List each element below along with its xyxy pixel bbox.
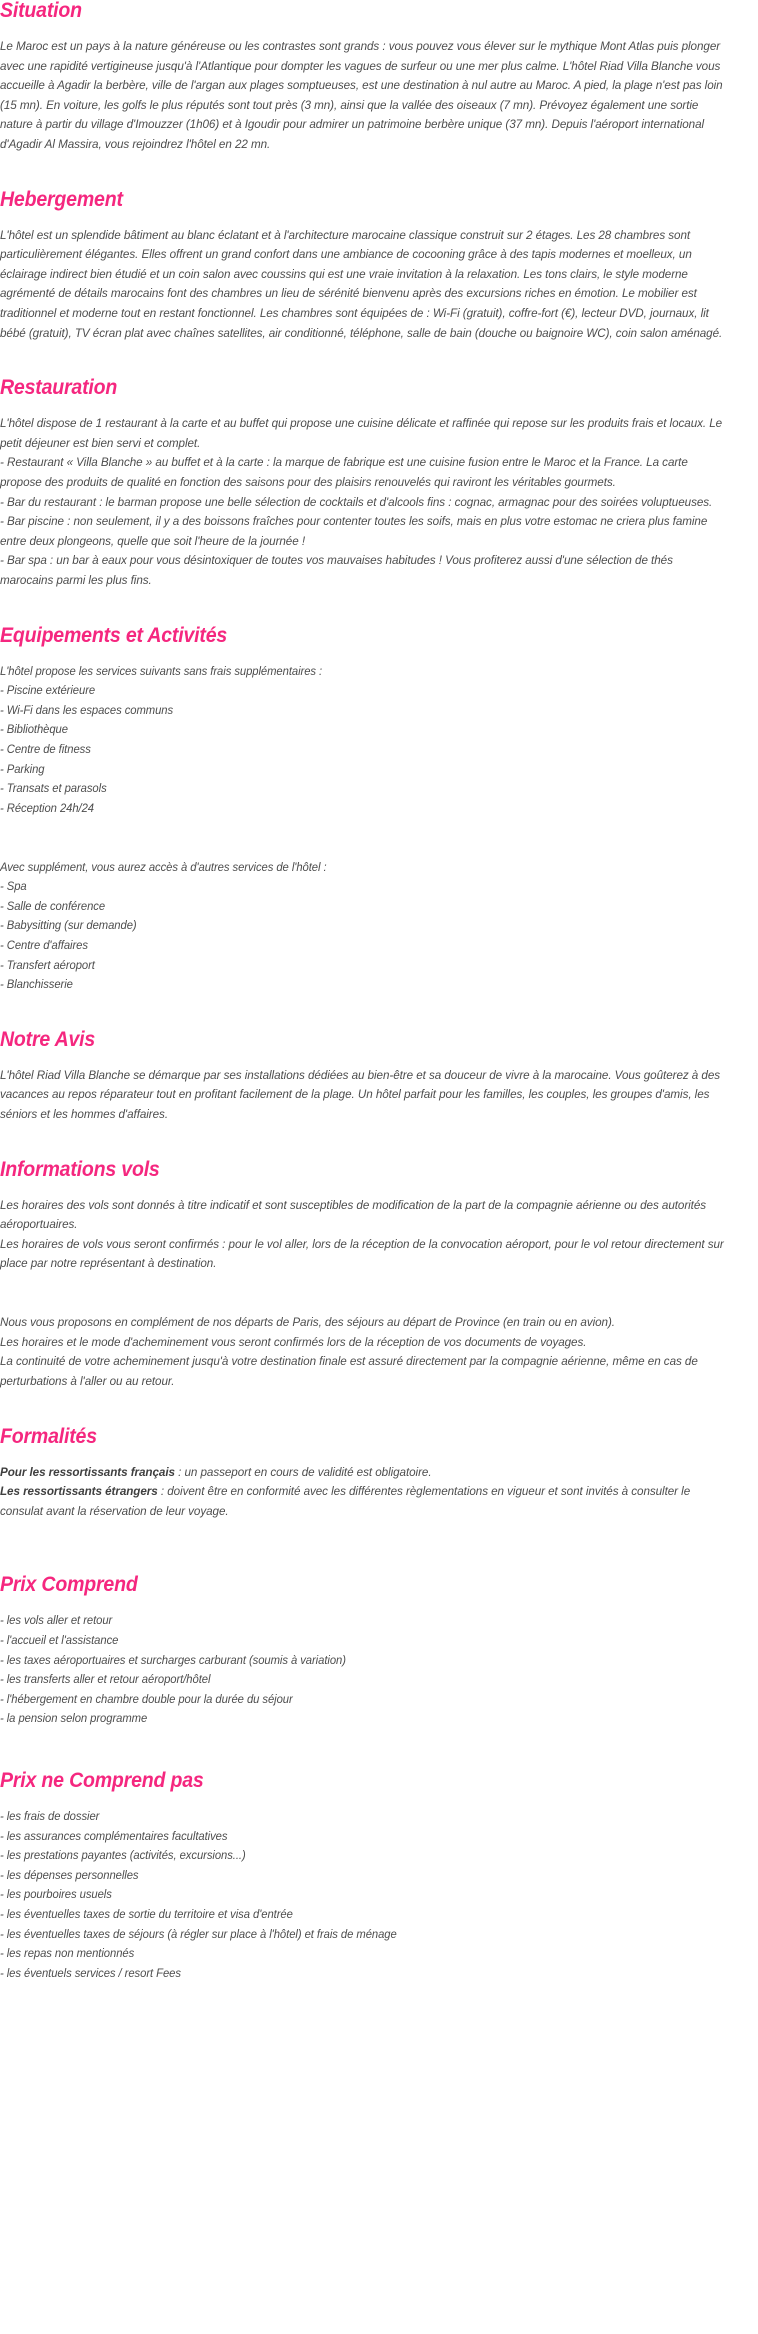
formalites-text-foreign: : doivent être en conformité avec les différentes règlementations en vigueur et sont invités à consulter le consulat avant la réservation de leur voyage. <box>0 1484 691 1518</box>
formalites-label-french: Pour les ressortissants français <box>0 1464 175 1479</box>
section-restauration <box>0 377 754 590</box>
section-informations-vols <box>0 1159 754 1392</box>
list-item: - Réception 24h/24 <box>0 800 94 815</box>
section-equipements <box>0 625 754 995</box>
section-title-hebergement: Hebergement <box>0 187 123 211</box>
notre-avis-paragraph: L'hôtel Riad Villa Blanche se démarque par ses installations dédiées au bien-être et sa douceur de vivre à la marocaine. Vous goûterez à des vacances au repos réparateur tout en profitant facilement de la plage. Un hôtel parfait pour les familles, les couples, les groupes d'amis, les séniors et les hommes d'affaires. <box>0 1067 721 1121</box>
informations-vols-line-3: Les horaires et le mode d'acheminement vous seront confirmés lors de la réception de vos documents de voyages. <box>0 1334 587 1349</box>
list-item: - Wi-Fi dans les espaces communs <box>0 702 174 717</box>
formalites-text-french: : un passeport en cours de validité est obligatoire. <box>174 1464 432 1479</box>
list-item: - Centre de fitness <box>0 742 91 757</box>
list-item: - Piscine extérieure <box>0 683 96 698</box>
informations-vols-line-2: Nous vous proposons en complément de nos départs de Paris, des séjours au départ de Province (en train ou en avion). <box>0 1315 615 1330</box>
list-item: - Transfert aéroport <box>0 957 95 972</box>
list-item: - l'accueil et l'assistance <box>0 1633 119 1648</box>
equipements-free-block <box>0 662 728 819</box>
list-item: - Parking <box>0 761 45 776</box>
list-item: - les frais de dossier <box>0 1809 100 1824</box>
list-item: - la pension selon programme <box>0 1711 148 1726</box>
list-item: - Transats et parasols <box>0 781 107 796</box>
section-title-equipements: Equipements et Activités <box>0 623 228 647</box>
list-item: - Blanchisserie <box>0 977 73 992</box>
prix-ne-comprend-pas-list <box>0 1807 728 1983</box>
hebergement-paragraph: L'hôtel est un splendide bâtiment au blanc éclatant et à l'architecture marocaine classique construit sur 2 étages. Les 28 chambres sont particulièrement élégantes. Elles offrent un grand confort dans une ambiance de cocooning grâce à des tapis modernes et moelleux, un éclairage indirect bien étudié et un coin salon avec coussins qui est une vraie invitation à la relaxation. Les tons clairs, le style moderne agrémenté de détails marocains font des chambres un lieu de sérénité bienvenu après des excursions riches en émotion. Le mobilier est traditionnel et moderne tout en restant fonctionnel. Les chambres sont équipées de : Wi-Fi (gratuit), coffre-fort (€), lecteur DVD, journaux, lit bébé (gratuit), TV écran plat avec chaînes satellites, air conditionné, téléphone, salle de bain (douche ou baignoire WC), coin salon aménagé. <box>0 227 723 340</box>
list-item: - les taxes aéroportuaires et surcharges carburant (soumis à variation) <box>0 1652 346 1667</box>
equipements-free-intro: L'hôtel propose les services suivants sans frais supplémentaires : <box>0 663 323 678</box>
list-item: - Salle de conférence <box>0 898 106 913</box>
formalites-line-foreign <box>0 1482 728 1521</box>
situation-paragraph: Le Maroc est un pays à la nature généreuse ou les contrastes sont grands : vous pouvez vous élever sur le mythique Mont Atlas puis plonger avec une rapidité vertigineuse jusqu'à l'Atlantique pour dompter les vagues de surfeur ou une mer plus calme. L'hôtel Riad Villa Blanche vous accueille à Agadir la berbère, ville de l'argan aux plages somptueuses, est une destination à nul autre au Maroc. A pied, la plage n'est pas loin (15 mn). En voiture, les golfs le plus réputés sont tout près (3 mn), ainsi que la vallée des oiseaux (7 mn). Prévoyez également une sortie nature à partir du village d'Imouzzer (1h06) et à Igoudir pour admirer un patrimoine berbère unique (37 mn). Depuis l'aéroport international d'Agadir Al Massira, vous rejoindrez l'hôtel en 22 mn. <box>0 39 723 152</box>
list-item: - l'hébergement en chambre double pour la durée du séjour <box>0 1691 293 1706</box>
list-item: - Spa <box>0 879 27 894</box>
list-item: - Babysitting (sur demande) <box>0 918 137 933</box>
section-hebergement <box>0 189 754 344</box>
list-item: - les prestations payantes (activités, excursions...) <box>0 1848 246 1863</box>
list-item: - les éventuelles taxes de séjours (à régler sur place à l'hôtel) et frais de ménage <box>0 1926 397 1941</box>
section-situation <box>0 0 754 155</box>
section-title-prix-ne-comprend-pas: Prix ne Comprend pas <box>0 1769 204 1792</box>
restauration-line-2: - Bar du restaurant : le barman propose une belle sélection de cocktails et d'alcools fins : cognac, armagnac pour des soirées voluptueuses. <box>0 494 713 509</box>
restauration-line-1: - Restaurant « Villa Blanche » au buffet et à la carte : la marque de fabrique est une cuisine fusion entre le Maroc et la France. La carte propose des produits de qualité en fonction des saisons pour des plaisirs renouvelés qui raviront les véritables gourmets. <box>0 455 688 490</box>
list-item: - les éventuels services / resort Fees <box>0 1965 181 1980</box>
list-item: - les repas non mentionnés <box>0 1946 135 1961</box>
section-title-situation: Situation <box>0 0 82 22</box>
section-title-prix-comprend: Prix Comprend <box>0 1573 138 1597</box>
list-item: - les pourboires usuels <box>0 1887 112 1902</box>
informations-vols-line-0: Les horaires des vols sont donnés à titre indicatif et sont susceptibles de modification de la part de la compagnie aérienne ou des autorités aéroportuaires. <box>0 1197 707 1232</box>
formalites-label-foreign: Les ressortissants étrangers <box>0 1484 158 1499</box>
list-item: - Centre d'affaires <box>0 937 88 952</box>
section-title-informations-vols: Informations vols <box>0 1157 160 1181</box>
restauration-line-4: - Bar spa : un bar à eaux pour vous désintoxiquer de toutes vos mauvaises habitudes ! Vous profiterez aussi d'une sélection de thés marocains parmi les plus fins. <box>0 553 673 588</box>
list-item: - les transferts aller et retour aéroport/hôtel <box>0 1672 211 1687</box>
section-title-restauration: Restauration <box>0 376 118 400</box>
informations-vols-line-1: Les horaires de vols vous seront confirmés : pour le vol aller, lors de la réception de la convocation aéroport, pour le vol retour directement sur place par notre représentant à destination. <box>0 1236 724 1271</box>
prix-comprend-list <box>0 1611 728 1729</box>
equipements-paid-block <box>0 858 728 995</box>
list-item: - les assurances complémentaires facultatives <box>0 1828 228 1843</box>
restauration-line-3: - Bar piscine : non seulement, il y a des boissons fraîches pour contenter toutes les soifs, mais en plus votre estomac ne criera plus famine entre deux plongeons, quelle que soit l'heure de la journée ! <box>0 514 708 548</box>
informations-vols-line-4: La continuité de votre acheminement jusqu'à votre destination finale est assuré directement par la compagnie aérienne, même en cas de perturbations à l'aller ou au retour. <box>0 1354 698 1388</box>
section-notre-avis <box>0 1029 754 1125</box>
list-item: - les éventuelles taxes de sortie du territoire et visa d'entrée <box>0 1907 293 1922</box>
section-title-notre-avis: Notre Avis <box>0 1027 96 1051</box>
section-title-formalites: Formalités <box>0 1424 97 1448</box>
section-prix-comprend <box>0 1574 754 1729</box>
formalites-line-french <box>0 1463 728 1483</box>
list-item: - les dépenses personnelles <box>0 1867 139 1882</box>
restauration-line-0: L'hôtel dispose de 1 restaurant à la carte et au buffet qui propose une cuisine délicate et raffinée qui repose sur les produits frais et locaux. Le petit déjeuner est bien servi et complet. <box>0 416 723 450</box>
section-formalites <box>0 1426 754 1522</box>
equipements-paid-intro: Avec supplément, vous aurez accès à d'autres services de l'hôtel : <box>0 859 327 874</box>
list-item: - Bibliothèque <box>0 722 68 737</box>
list-item: - les vols aller et retour <box>0 1613 113 1628</box>
section-prix-ne-comprend-pas <box>0 1770 754 1983</box>
